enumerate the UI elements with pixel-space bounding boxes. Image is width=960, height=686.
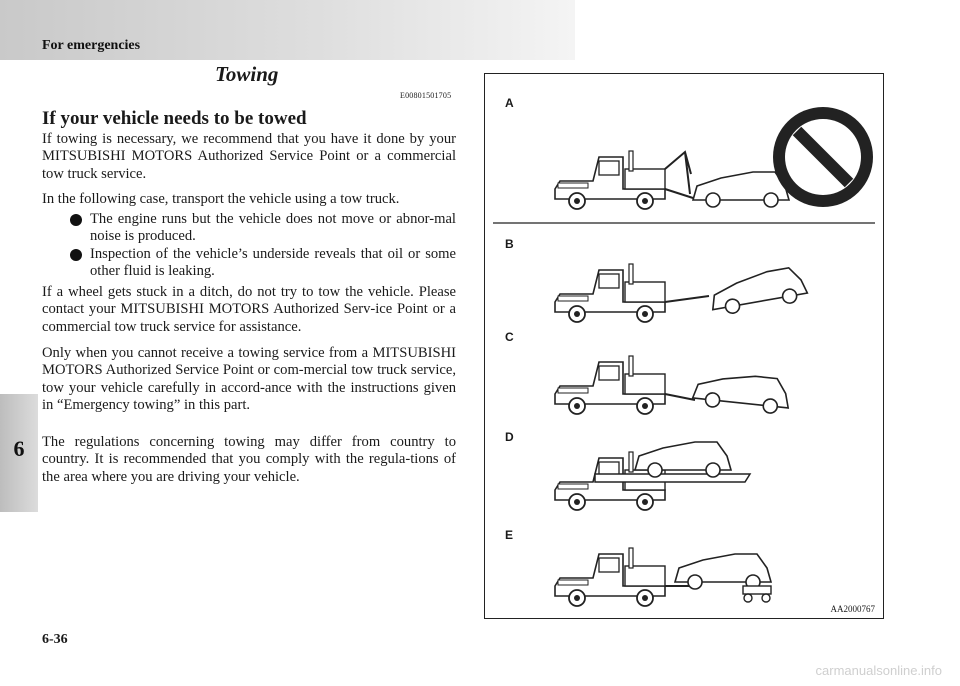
chapter-number: 6 (13, 436, 25, 461)
figure-label-d: D (505, 430, 514, 444)
list-item (68, 211, 456, 246)
figure-label-a: A (505, 96, 514, 110)
bullet-list (68, 211, 456, 280)
figure-label-e: E (505, 528, 514, 542)
figure-label-b: B (505, 237, 514, 251)
bullet-text: The engine runs but the vehicle does not move or abnor-mal noise is produced. (90, 211, 456, 245)
section-code: E00801501705 (400, 91, 452, 100)
paragraph-2: In the following case, transport the vehicle using a tow truck. (42, 191, 400, 207)
running-header: For emergencies (42, 38, 141, 53)
towing-method-d-drawing (555, 442, 750, 510)
bullet-text: Inspection of the vehicle’s underside reveals that oil or some other fluid is leaking. (90, 245, 456, 279)
towing-method-a-drawing (555, 151, 789, 209)
subheading: If your vehicle needs to be towed (42, 108, 307, 129)
towing-method-b-drawing (555, 264, 809, 322)
figure-label-c: C (505, 330, 514, 344)
towing-method-e-drawing (555, 548, 771, 606)
paragraph-3: If a wheel gets stuck in a ditch, do not try to tow the vehicle. Please contact your MITSUBISHI MOTORS Authorized Serv-ice Point or a commercial tow truck service for assistance. (42, 284, 456, 335)
towing-method-c-drawing (555, 356, 791, 415)
no-entry-icon (773, 107, 873, 207)
watermark: carmanualsonline.info (815, 663, 942, 678)
towing-illustration (485, 74, 883, 618)
bullet-icon (70, 214, 82, 226)
paragraph-1: If towing is necessary, we recommend that you have it done by your MITSUBISHI MOTORS Authorized Service Point or a commercial tow truck service. (42, 131, 456, 182)
towing-figure (484, 73, 884, 619)
paragraph-4: Only when you cannot receive a towing service from a MITSUBISHI MOTORS Authorized Service Point or com-mercial tow truck service, tow your vehicle carefully in accord-ance with the instructions given in “Emergency towing” in this part. (42, 345, 456, 413)
paragraph-5: The regulations concerning towing may differ from country to country. It is recommended that you comply with the regula-tions of the area where you are driving your vehicle. (42, 434, 456, 485)
section-title: Towing (215, 62, 279, 86)
figure-code: AA2000767 (830, 604, 875, 614)
bullet-icon (70, 249, 82, 261)
list-item (68, 246, 456, 281)
page-number: 6-36 (42, 632, 68, 647)
